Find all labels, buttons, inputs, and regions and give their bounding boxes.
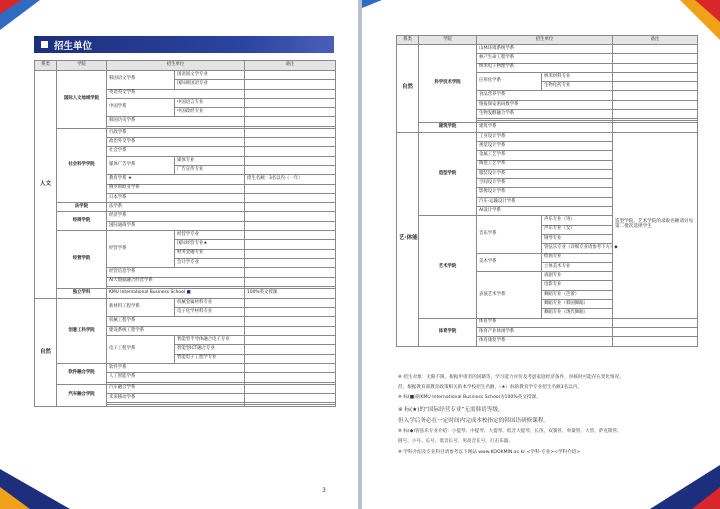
footnote: 但，根据教育部教育政策相关的本学校招生名额，（★）标的教育学专业招生名额3名以内。 [398, 385, 582, 390]
diamond-icon: ◆ [614, 245, 618, 251]
note-cell [245, 354, 336, 363]
note-cell [245, 345, 336, 354]
dept-cell: 中国学系 [107, 98, 175, 117]
dept-cell: 人工智能学系 [107, 373, 245, 382]
arts-admission-note: 造型学院、艺术学院的录取名额请另见第二批次选择学生 [615, 219, 694, 230]
corner-decoration [0, 0, 22, 14]
square-mark-icon: ■ [186, 290, 191, 296]
note-cell [613, 318, 698, 327]
star-icon: ★ [203, 241, 208, 247]
major-cell: 绘画专业 [542, 253, 613, 262]
dept-cell: 体育康复学系 [477, 337, 613, 346]
major-cell: 舞蹈专业（现代舞蹈） [542, 309, 613, 318]
major-cell: 中国语言专业 [175, 98, 245, 107]
major-cell: 中国政经专业 [175, 108, 245, 117]
major-cell: 经营学专业 [175, 231, 245, 240]
major-name: 国际经营专业 [177, 241, 204, 247]
dept-cell: 经营信息学系 [107, 268, 245, 277]
major-cell: 国际韩国语专业 [175, 80, 245, 89]
dept-cell: 韩国历史学系 [107, 117, 245, 126]
header-note: 备注 [245, 61, 336, 71]
note-cell [613, 54, 698, 63]
header-category: 系类 [35, 61, 57, 71]
dept-cell: 日本学系 [107, 193, 245, 202]
college-cell: 国际人文地域学院 [57, 71, 107, 129]
note-cell [245, 258, 336, 267]
dept-cell: 陶瓷工艺学系 [477, 160, 613, 169]
section-title: 招生单位 [54, 41, 93, 52]
major-cell: 电子化学材料专业 [175, 308, 245, 317]
college-cell: 法学院 [57, 203, 107, 212]
note-cell [245, 317, 336, 326]
dept-cell: 生物发酵融合学系 [477, 110, 613, 119]
dept-cell: 经营学系 [107, 231, 175, 268]
note-cell [613, 327, 698, 336]
dept-cell: 体育产业休闲学系 [477, 327, 613, 336]
note-cell [245, 128, 336, 137]
major-cell: 舞蹈专业（韩国舞蹈） [542, 300, 613, 309]
note-cell [613, 123, 698, 132]
header-unit: 招生单位 [107, 61, 245, 71]
dept-cell: 新材料工程学系 [107, 298, 175, 317]
note-cell [245, 108, 336, 117]
major-name: 管弦乐专业（详细专业请参考下方） [544, 245, 615, 251]
footnote: ※ 招生对象：无限不限，根据申请者的国籍等，学习能力评价及考虑家庭经济条件，审核时可能存在变化情况。 [398, 375, 624, 380]
admission-table-page3 [34, 60, 336, 407]
major-cell: 立体美术专业 [542, 262, 613, 271]
dept-cell: AI设计学系 [477, 207, 613, 216]
corner-decoration [695, 0, 720, 22]
dept-cell: 食品营养学系 [477, 91, 613, 100]
note-cell [613, 82, 698, 91]
note-cell [245, 89, 336, 98]
dept-cell: 经济学系 [107, 212, 245, 221]
note-cell [613, 63, 698, 72]
major-cell: 戏剧专业 [542, 272, 613, 281]
dept-cell: AI大数据融合经营学系 [107, 277, 245, 286]
dept-cell: 软件学系 [107, 363, 245, 372]
college-cell: 独立学科 [57, 288, 107, 298]
major-cell: 国语国文学专业 [175, 71, 245, 80]
note-cell [613, 45, 698, 54]
category-arts: 艺·体能 [397, 132, 419, 346]
dept-cell: 纳米电子物理学系 [477, 63, 613, 72]
dept-name: 教育学系 [109, 176, 127, 182]
dept-cell: 建设系统工程学系 [107, 326, 245, 335]
note-cell [613, 110, 698, 119]
major-cell: 智能电子工程学专业 [175, 354, 245, 363]
major-cell: 广告宣传专业 [175, 165, 245, 174]
note-cell [245, 117, 336, 126]
note-cell: 招生名额：3名以内（一年） [245, 175, 336, 184]
note-cell [613, 72, 698, 81]
college-cell: 体育学院 [419, 318, 477, 346]
note-cell [245, 298, 336, 307]
note-cell [245, 336, 336, 345]
college-cell: 创意工科学院 [57, 298, 107, 363]
category-nature: 自然 [35, 298, 57, 406]
footnote: ※ 标(◆)管弦乐专业介绍：小提琴、中提琴、大提琴、低音大提琴、长笛、双簧管、单簧管、大管、萨克斯管、 [398, 429, 622, 434]
footnote: 圆号、小号、长号、低音长号、男高音长号、打击乐器。 [398, 439, 513, 444]
section-header [34, 36, 334, 53]
admission-table-page4 [396, 35, 698, 347]
footnote: ※ 学科介绍及专业科目请参考以下网站 www.KOOKMIN.ac.kr <学科·专业><学科介绍> [398, 450, 581, 455]
dept-cell: 行政学系 [107, 128, 245, 137]
note-cell [245, 147, 336, 156]
major-cell: 纳米材料专业 [542, 72, 613, 81]
dept-cell [107, 175, 245, 184]
note-cell [245, 71, 336, 80]
dept-cell: 视觉设计学系 [477, 141, 613, 150]
dept-cell: 音乐学系 [477, 216, 542, 253]
dept-name: KMU International Business School [109, 290, 186, 296]
note-cell [245, 156, 336, 165]
dept-cell: 电子工程学系 [107, 336, 175, 364]
dept-cell: 政治外交学系 [107, 138, 245, 147]
dept-cell: 韩国语文学系 [107, 71, 175, 90]
header-college: 学院 [419, 36, 477, 45]
dept-cell: 俄罗斯欧亚学系 [107, 184, 245, 193]
dept-cell: 美术学系 [477, 253, 542, 272]
note-cell [245, 212, 336, 221]
major-cell: 财务金融专业 [175, 249, 245, 258]
college-cell: 经商学院 [57, 212, 107, 231]
dept-cell: 工业设计学系 [477, 132, 613, 141]
dept-cell: 山林环境系统学系 [477, 45, 613, 54]
major-cell: 智能型ICT融合专业 [175, 345, 245, 354]
dept-cell: 空间设计学系 [477, 179, 613, 188]
note-cell [245, 363, 336, 372]
corner-decoration [0, 487, 30, 509]
dept-cell: 服装设计学系 [477, 169, 613, 178]
major-cell [542, 244, 618, 253]
college-cell: 经营学院 [57, 231, 107, 289]
major-cell: 电影专业 [542, 281, 613, 290]
page-number: 3 [322, 487, 326, 494]
dept-cell [107, 288, 245, 298]
college-cell: 艺术学院 [419, 216, 477, 318]
note-cell [245, 231, 336, 240]
note-cell [245, 308, 336, 317]
spacer-cell [107, 405, 245, 407]
note-cell [245, 165, 336, 174]
major-cell: 媒体专业 [175, 156, 245, 165]
note-cell [245, 138, 336, 147]
note-cell [245, 405, 336, 407]
major-cell [175, 240, 245, 249]
dept-cell: 应用化学系 [477, 72, 542, 91]
note-cell [613, 91, 698, 100]
note-cell [245, 80, 336, 89]
note-cell [245, 249, 336, 258]
dept-cell: 国际通商学系 [107, 221, 245, 230]
dept-cell: 媒体广告学系 [107, 156, 175, 175]
header-college: 学院 [57, 61, 107, 71]
note-cell [245, 203, 336, 212]
major-cell: 生物化药专业 [542, 82, 613, 91]
note-cell [245, 268, 336, 277]
dept-cell: 影像设计学系 [477, 188, 613, 197]
college-cell: 科学技术学院 [419, 45, 477, 123]
dept-cell: 机械工程学系 [107, 317, 245, 326]
dept-cell: 金属工艺学系 [477, 151, 613, 160]
note-cell [245, 240, 336, 249]
major-cell: 声乐专业（男） [542, 216, 613, 225]
footnote: ※ 标(■)的KMU International Business School为100%英文授课。 [398, 395, 541, 400]
college-cell: 社会科学学院 [57, 128, 107, 202]
page-3 [0, 0, 358, 509]
dept-cell: 未来移动学系 [107, 393, 245, 402]
dept-cell: 法学系 [107, 203, 245, 212]
dept-cell: 表演艺术学系 [477, 272, 542, 318]
college-cell: 建筑学院 [419, 123, 477, 132]
note-cell [613, 337, 698, 346]
note-cell [245, 373, 336, 382]
college-cell: 造型学院 [419, 132, 477, 216]
major-cell: 会计学专业 [175, 258, 245, 267]
footnote: 但入学后务必在一定时间内完成本校指定的韩国语研修课程。 [398, 418, 550, 424]
note-cell [613, 132, 698, 318]
header-unit: 招生单位 [477, 36, 613, 45]
footnote: ※ 标(★)的“国际经营专业”无需韩语等级。 [398, 407, 504, 413]
college-cell: 汽车融合学院 [57, 384, 107, 407]
dept-cell: 建筑学系 [477, 123, 613, 132]
major-cell: 舞蹈专业（芭蕾） [542, 290, 613, 299]
header-square-icon [41, 41, 48, 48]
major-cell: 声乐专业（女） [542, 225, 613, 234]
major-cell: 机械金属材料专业 [175, 298, 245, 307]
dept-cell: 汽车·运输设计学系 [477, 197, 613, 206]
star-icon: ★ [127, 176, 132, 182]
note-cell [245, 393, 336, 402]
note-cell [245, 98, 336, 107]
header-category: 系类 [397, 36, 419, 45]
note-cell [245, 384, 336, 393]
dept-cell: 林产生命工程学系 [477, 54, 613, 63]
dept-cell: 社会学系 [107, 147, 245, 156]
note-cell: 100%英文授课 [245, 288, 336, 298]
category-nature: 自然 [397, 45, 419, 133]
note-cell [245, 277, 336, 286]
major-cell: 智能型半导体融合电子专业 [175, 336, 245, 345]
note-cell [245, 326, 336, 335]
college-cell: 软件融合学院 [57, 363, 107, 384]
dept-cell: 英语英文学系 [107, 89, 245, 98]
dept-cell: 体育学系 [477, 318, 613, 327]
page-number: 4 [684, 487, 688, 494]
header-note: 备注 [613, 36, 698, 45]
corner-decoration [362, 0, 382, 8]
major-cell: 钢琴专业 [542, 234, 613, 243]
corner-decoration [692, 487, 720, 509]
note-cell [613, 100, 698, 109]
note-cell [245, 184, 336, 193]
note-cell [245, 221, 336, 230]
dept-cell: 情报保安密码数学系 [477, 100, 613, 109]
note-cell [245, 193, 336, 202]
category-humanities: 人文 [35, 71, 57, 299]
dept-cell: 汽车融合学系 [107, 384, 245, 393]
